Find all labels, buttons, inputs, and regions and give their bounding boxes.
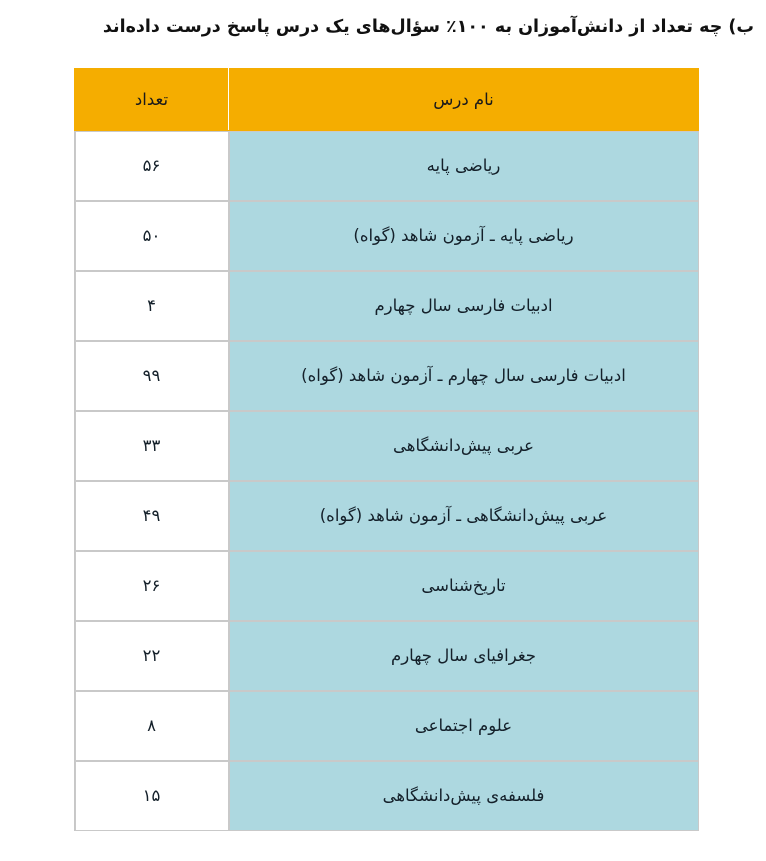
cell-subject-name: ادبیات فارسی سال چهارم ـ آزمون شاهد (گواه) [229,341,699,411]
table-container [75,68,699,831]
cell-subject-name: علوم اجتماعی [229,691,699,761]
cell-count: ۴ [75,271,229,341]
page-title: ب) چه تعداد از دانش‌آموزان به ۱۰۰٪ سؤال‌های یک درس پاسخ درست داده‌اند [102,17,754,37]
table-header [75,69,699,131]
cell-count: ۳۳ [75,411,229,481]
table-body [75,131,699,831]
cell-subject-name: جغرافیای سال چهارم [229,621,699,691]
table-row [75,271,699,341]
table-row [75,691,699,761]
cell-subject-name: عربی پیش‌دانشگاهی ـ آزمون شاهد (گواه) [229,481,699,551]
table-header-row [75,69,699,131]
table-row [75,621,699,691]
cell-count: ۵۰ [75,201,229,271]
table-row [75,481,699,551]
table-row [75,761,699,831]
table-row [75,551,699,621]
table-row [75,341,699,411]
cell-count: ۱۵ [75,761,229,831]
cell-subject-name: ریاضی پایه ـ آزمون شاهد (گواه) [229,201,699,271]
column-header-subject-name: نام درس [229,69,699,131]
cell-count: ۲۶ [75,551,229,621]
subjects-table [74,68,699,831]
cell-count: ۵۶ [75,131,229,201]
table-row [75,411,699,481]
cell-subject-name: عربی پیش‌دانشگاهی [229,411,699,481]
cell-subject-name: فلسفه‌ی پیش‌دانشگاهی [229,761,699,831]
cell-subject-name: ادبیات فارسی سال چهارم [229,271,699,341]
cell-subject-name: تاریخ‌شناسی [229,551,699,621]
cell-count: ۲۲ [75,621,229,691]
cell-subject-name: ریاضی پایه [229,131,699,201]
table-row [75,201,699,271]
table-row [75,131,699,201]
cell-count: ۹۹ [75,341,229,411]
cell-count: ۴۹ [75,481,229,551]
column-header-count: تعداد [75,69,229,131]
cell-count: ۸ [75,691,229,761]
